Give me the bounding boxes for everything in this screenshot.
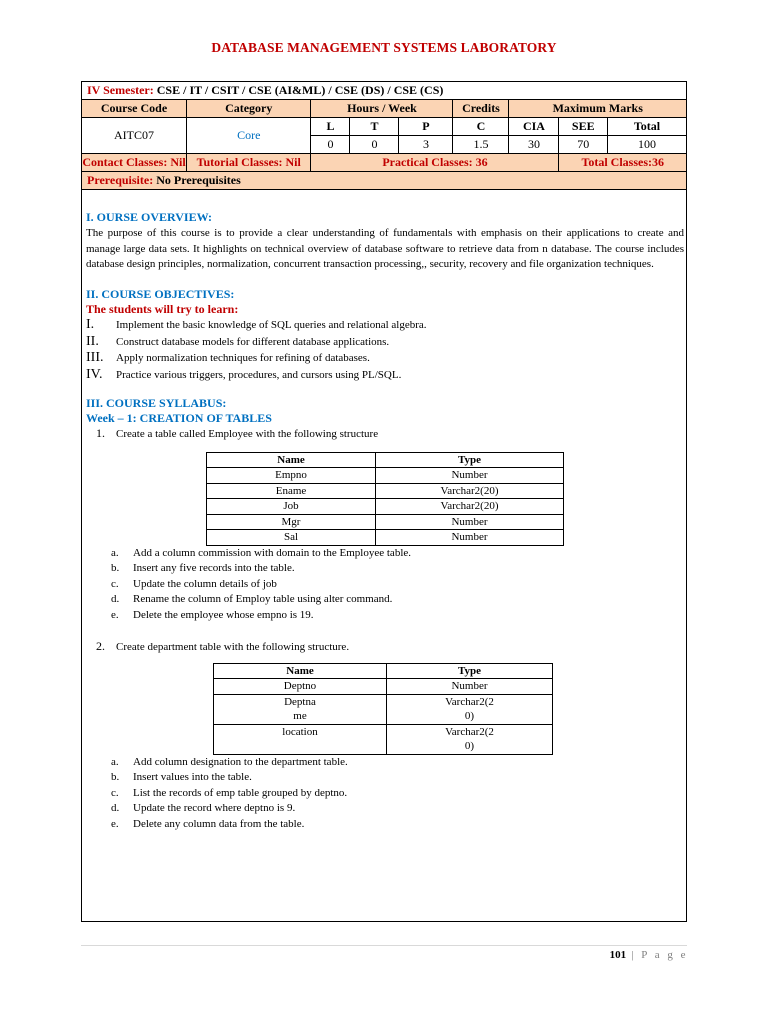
objectives-subheading: The students will try to learn: [86, 301, 239, 316]
see-value: 70 [559, 136, 608, 154]
objective-text: Apply normalization techniques for refining of databases. [116, 352, 370, 364]
task-item [111, 608, 684, 624]
footer-separator: | [626, 949, 642, 961]
task-letter: e. [111, 608, 119, 621]
marks-cia: CIA [509, 118, 559, 136]
objective-num: III. [86, 350, 104, 365]
total-value: 100 [608, 136, 687, 154]
question-text: Create department table with the following structure. [116, 641, 350, 653]
cell-type: Number [376, 514, 564, 530]
page-label: P a g e [641, 949, 688, 961]
table-row [214, 679, 553, 695]
task-letter: c. [111, 786, 119, 799]
prerequisite-row [82, 172, 687, 190]
table-header-type: Type [387, 663, 553, 679]
task-text: Add column designation to the department table. [133, 755, 348, 768]
cell-type: Number [376, 530, 564, 546]
question-2 [96, 639, 684, 656]
task-letter: e. [111, 817, 119, 830]
semester-value: CSE / IT / CSIT / CSE (AI&ML) / CSE (DS) / CSE (CS) [156, 83, 444, 97]
course-body [86, 210, 684, 832]
objective-text: Practice various triggers, procedures, and cursors using PL/SQL. [116, 368, 402, 381]
objective-item [86, 334, 684, 351]
semester-row [82, 82, 687, 100]
table-row [207, 514, 564, 530]
cell-type [387, 694, 553, 724]
task-text: Insert any five records into the table. [133, 562, 295, 574]
objectives-heading: II. COURSE OBJECTIVES: [86, 286, 235, 301]
cell-type: Number [387, 679, 553, 695]
cell-type: Varchar2(20) [376, 483, 564, 499]
task-item [111, 592, 684, 608]
question-num: 2. [96, 639, 105, 653]
page-number: 101 [609, 949, 627, 961]
col-credits: Credits [453, 100, 509, 118]
cia-value: 30 [509, 136, 559, 154]
cell-line: me [293, 710, 307, 722]
course-header-table [81, 81, 687, 190]
objective-item [86, 367, 684, 384]
cell-line: Deptna [284, 695, 316, 708]
task-text: Delete the employee whose empno is 19. [133, 608, 314, 621]
cell-line: 0) [464, 740, 475, 752]
task-text: Update the record where deptno is 9. [133, 802, 296, 814]
table-row [207, 468, 564, 484]
page-title: DATABASE MANAGEMENT SYSTEMS LABORATORY [211, 40, 557, 55]
table-row [207, 499, 564, 515]
cell-name: Job [207, 499, 376, 515]
marks-total: Total [608, 118, 687, 136]
overview-heading: I. OURSE OVERVIEW: [86, 210, 212, 224]
course-code: AITC07 [82, 118, 187, 154]
week-heading: Week – 1: CREATION OF TABLES [86, 411, 272, 425]
task-text: Update the column details of job [133, 577, 277, 590]
task-text: Add a column commission with domain to the Employee table. [133, 546, 412, 559]
task-item [111, 770, 684, 786]
task-item [111, 817, 684, 833]
col-category: Category [187, 100, 311, 118]
table-row [207, 483, 564, 499]
table-header-name: Name [207, 452, 376, 468]
cell-name: Mgr [207, 514, 376, 530]
cell-name [214, 724, 387, 754]
cell-type [387, 724, 553, 754]
q1-tasks [111, 546, 684, 624]
cell-type: Varchar2(20) [376, 499, 564, 515]
cell-line: Varchar2(2 [445, 695, 494, 708]
hours-p: P [399, 118, 453, 136]
semester-label: IV Semester: [87, 83, 154, 97]
page-footer [610, 949, 688, 961]
task-letter: a. [111, 755, 119, 768]
objective-text: Construct database models for different database applications. [116, 335, 390, 348]
p-value: 3 [399, 136, 453, 154]
objective-num: I. [86, 317, 95, 332]
task-item [111, 786, 684, 802]
task-letter: d. [111, 593, 120, 605]
task-item [111, 755, 684, 771]
question-1 [96, 426, 684, 443]
objective-item [86, 350, 684, 367]
practical-classes: Practical Classes: 36 [311, 154, 559, 172]
cell-name: Empno [207, 468, 376, 484]
credits-c: C [453, 118, 509, 136]
marks-see: SEE [559, 118, 608, 136]
tutorial-classes: Tutorial Classes: Nil [187, 154, 311, 172]
task-item [111, 801, 684, 817]
c-value: 1.5 [453, 136, 509, 154]
table-row [214, 694, 553, 724]
task-text: List the records of emp table grouped by deptno. [133, 786, 348, 799]
objective-num: IV. [86, 366, 103, 382]
task-text: Insert values into the table. [133, 771, 252, 783]
table-header-type: Type [376, 452, 564, 468]
department-table [213, 663, 553, 755]
overview-text: The purpose of this course is to provide a clear understanding of fundamentals with emphasis on their applications to create and manage large data sets. It highlights on technical overview of database software to retrieve data from n database. The course includes database design principles, normalization, concurrent transaction processing,, security, recovery and file organization techniques. [86, 227, 684, 270]
question-num: 1. [96, 426, 105, 440]
task-letter: c. [111, 577, 119, 590]
objective-item [86, 317, 684, 334]
task-letter: a. [111, 546, 119, 559]
table-row [214, 724, 553, 754]
objective-num: II. [86, 333, 99, 349]
col-course-code: Course Code [82, 100, 187, 118]
objective-text: Implement the basic knowledge of SQL queries and relational algebra. [116, 319, 427, 331]
hours-t: T [350, 118, 399, 136]
cell-name [214, 694, 387, 724]
task-item [111, 546, 684, 562]
cell-name: Ename [207, 483, 376, 499]
table-row [207, 530, 564, 546]
task-item [111, 577, 684, 593]
question-text: Create a table called Employee with the following structure [116, 428, 379, 440]
objectives-list [86, 317, 684, 383]
task-letter: b. [111, 562, 120, 574]
employee-table [206, 452, 564, 546]
contact-classes: Contact Classes: Nil [82, 154, 187, 172]
prereq-label: Prerequisite: [87, 173, 154, 187]
footer-divider [81, 945, 687, 946]
category-value: Core [187, 118, 311, 154]
table-header-name: Name [214, 663, 387, 679]
task-letter: d. [111, 802, 120, 814]
hours-l: L [311, 118, 350, 136]
cell-type: Number [376, 468, 564, 484]
task-item [111, 561, 684, 577]
syllabus-heading: III. COURSE SYLLABUS: [86, 396, 227, 410]
total-classes: Total Classes:36 [559, 154, 687, 172]
t-value: 0 [350, 136, 399, 154]
task-letter: b. [111, 771, 120, 783]
q2-tasks [111, 755, 684, 833]
l-value: 0 [311, 136, 350, 154]
cell-line: location [282, 725, 318, 738]
task-text: Delete any column data from the table. [133, 817, 305, 830]
cell-name: Sal [207, 530, 376, 546]
col-hours: Hours / Week [311, 100, 453, 118]
cell-name: Deptno [214, 679, 387, 695]
cell-line: Varchar2(2 [445, 725, 494, 738]
cell-line: 0) [464, 710, 475, 722]
prereq-value: No Prerequisites [156, 173, 241, 187]
col-max-marks: Maximum Marks [509, 100, 687, 118]
task-text: Rename the column of Employ table using alter command. [133, 593, 393, 605]
